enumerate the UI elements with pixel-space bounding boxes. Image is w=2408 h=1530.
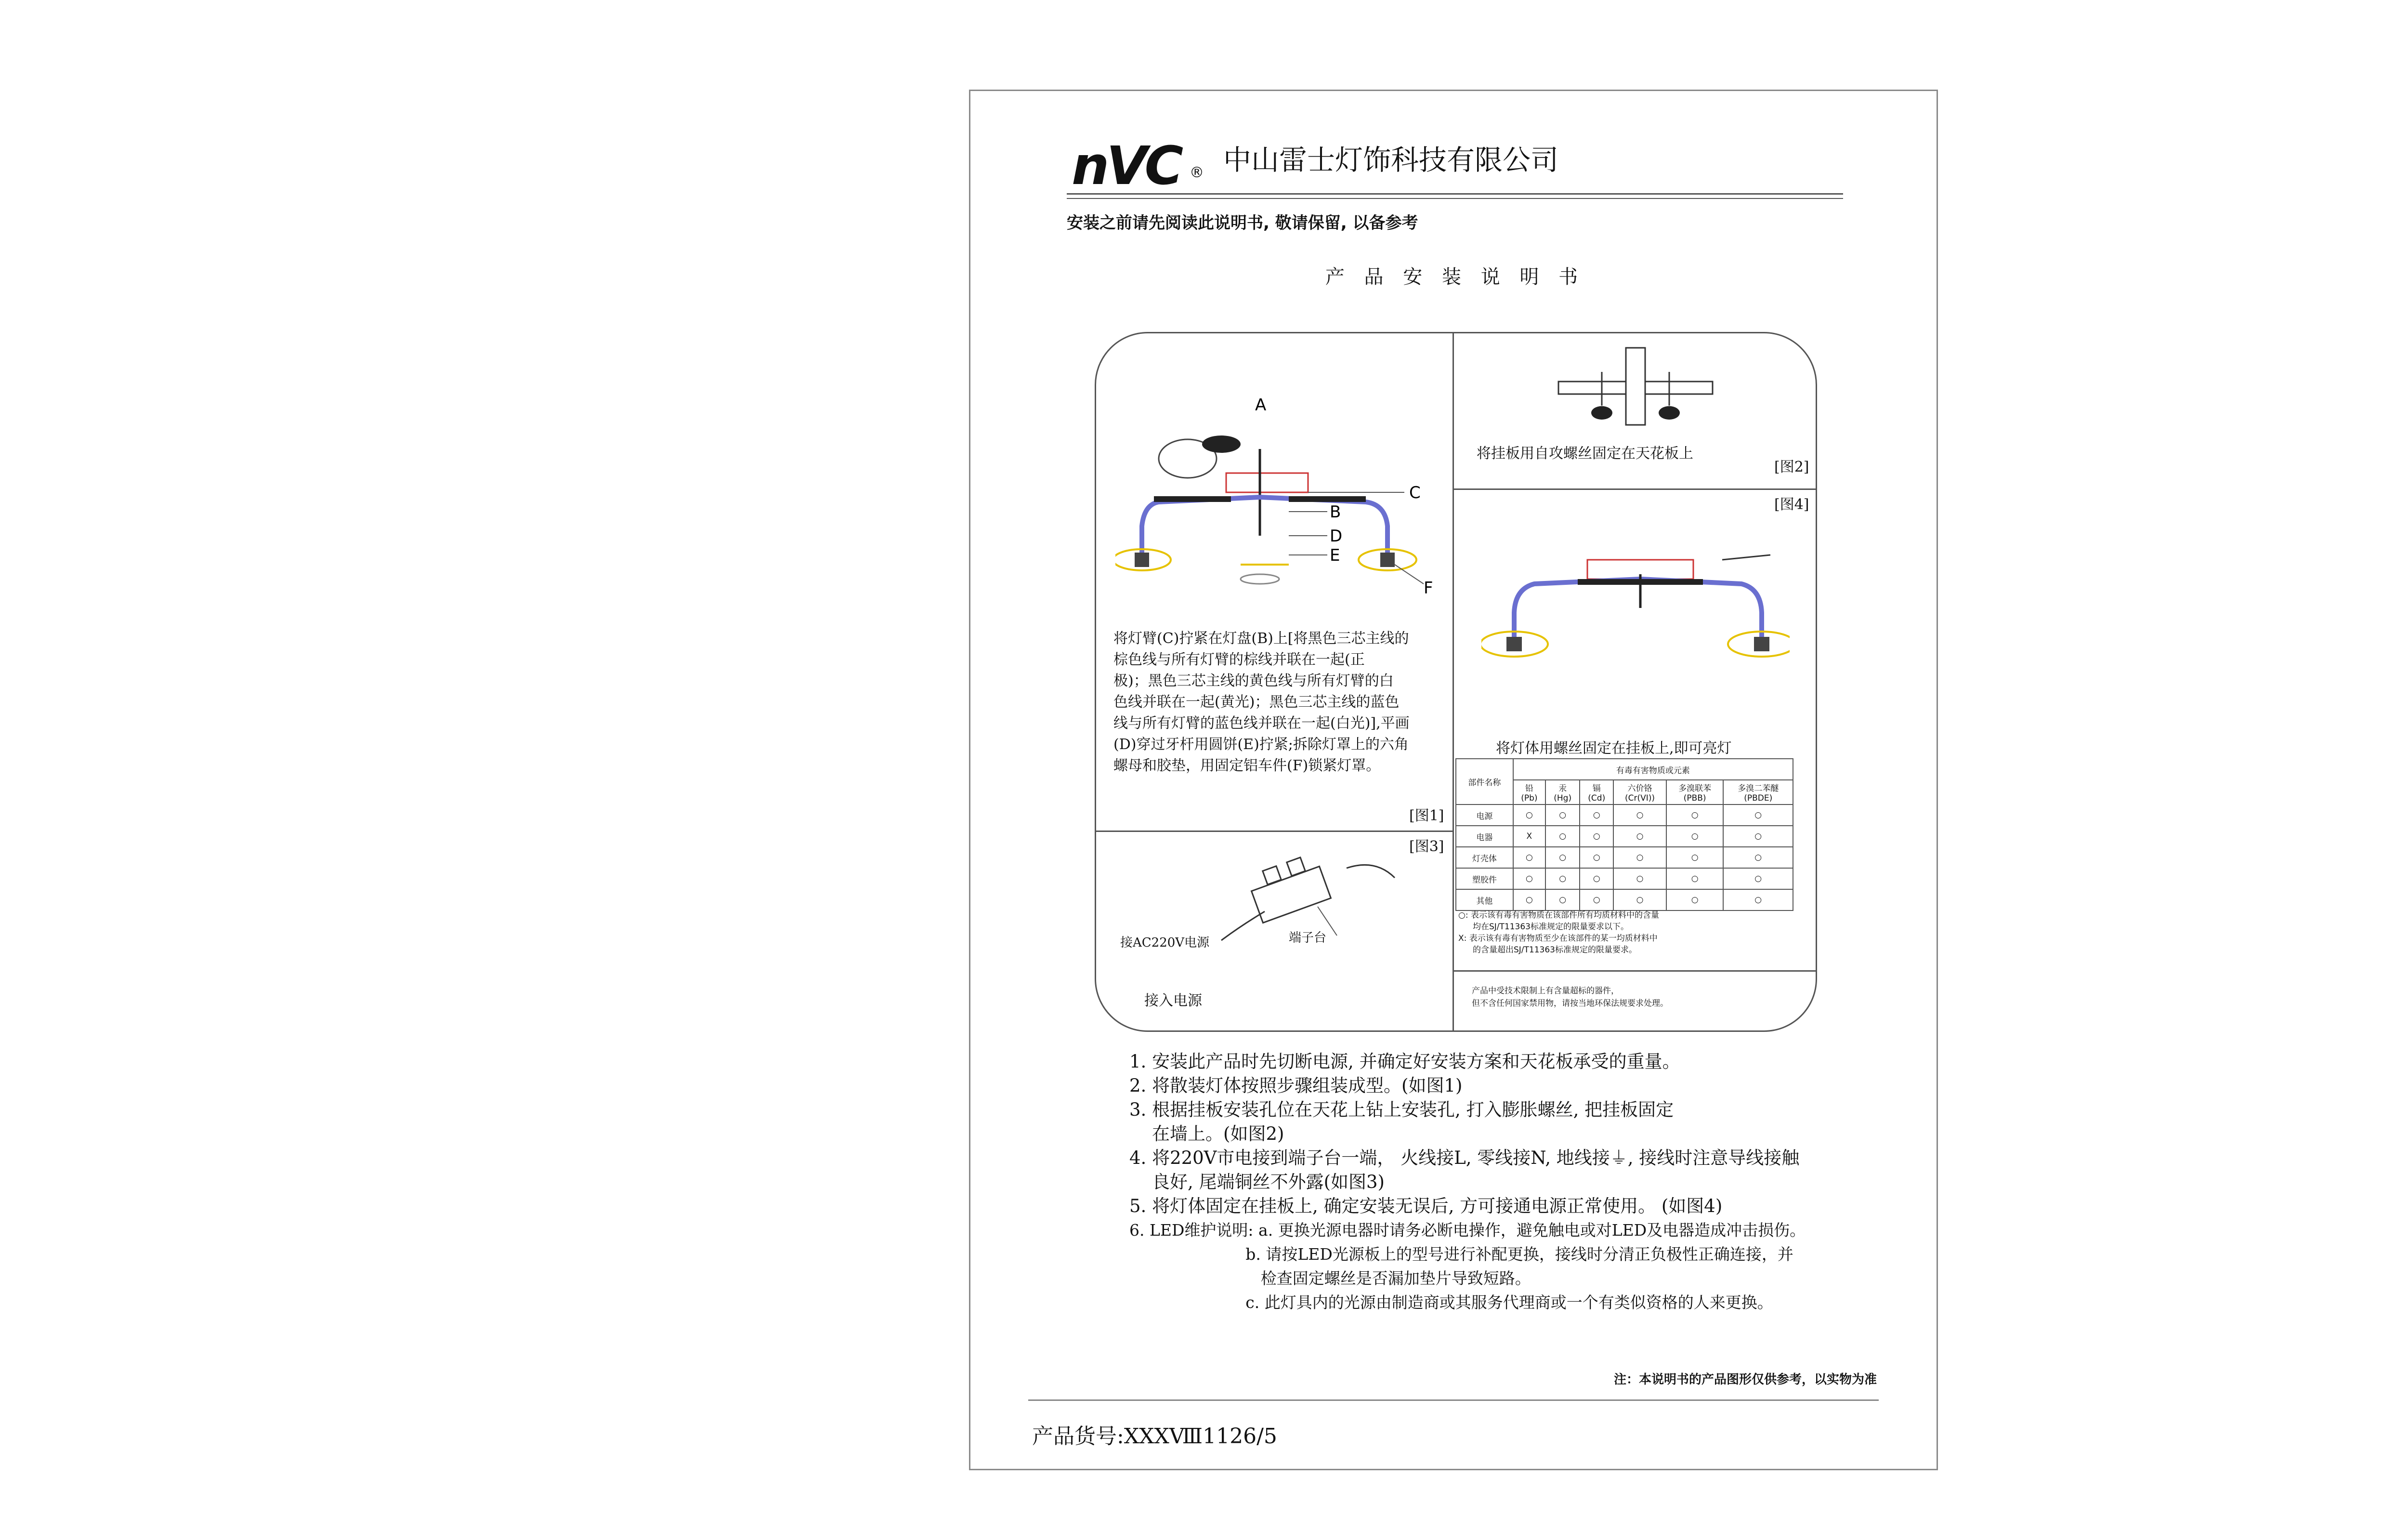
panel-divider-fig1 bbox=[1096, 831, 1453, 832]
step-6b: b. 请按LED光源板上的型号进行补配更换，接线时分清正负极性正确连接，并 bbox=[1129, 1245, 1793, 1264]
step-5: 5. 将灯体固定在挂板上, 确定安装无误后, 方可接通电源正常使用。 (如图4) bbox=[1129, 1196, 1723, 1216]
rohs-notes: ○: 表示该有毒有害物质在该部件所有均质材料中的含量 均在SJ/T11363标准规定的限量要求以下。 X: 表示该有毒有害物质至少在该部件的某一均质材料中 的含量超出SJ/T11363标准规定的限量要求。 bbox=[1458, 910, 1795, 956]
table-header-pb: 铅 (Pb) bbox=[1513, 780, 1545, 805]
figure-2-caption: 将挂板用自攻螺丝固定在天花板上 bbox=[1477, 445, 1693, 462]
table-group-header: 有毒有害物质或元素 bbox=[1513, 759, 1793, 780]
figure-1-label: [图1] bbox=[1409, 807, 1444, 824]
figure-4-caption: 将灯体用螺丝固定在挂板上,即可亮灯 bbox=[1496, 740, 1732, 757]
table-header-pbde: 多溴二苯醚 (PBDE) bbox=[1723, 780, 1793, 805]
table-header-cd: 镉 (Cd) bbox=[1580, 780, 1613, 805]
footer-rule bbox=[1028, 1399, 1879, 1401]
note-x: X: 表示该有毒有害物质至少在该部件的某一均质材料中 bbox=[1458, 934, 1658, 943]
step-3: 3. 根据挂板安装孔位在天花上钻上安装孔, 打入膨胀螺丝, 把挂板固定 bbox=[1129, 1099, 1674, 1120]
step-2: 2. 将散装灯体按照步骤组装成型。(如图1) bbox=[1129, 1075, 1463, 1096]
step-3-cont: 在墙上。(如图2) bbox=[1129, 1123, 1284, 1144]
panel-divider-fig2 bbox=[1453, 488, 1817, 490]
table-header-component: 部件名称 bbox=[1456, 759, 1513, 805]
installation-steps bbox=[1129, 1050, 1881, 1315]
company-name: 中山雷士灯饰科技有限公司 bbox=[1223, 144, 1559, 176]
nvc-logo: nVC bbox=[1072, 135, 1181, 197]
step-4-cont: 良好, 尾端铜丝不外露(如图3) bbox=[1129, 1172, 1385, 1192]
table-row: 电源 ○ ○ ○ ○ ○ ○ bbox=[1456, 805, 1793, 826]
table-row: 灯壳体 ○ ○ ○ ○ ○ ○ bbox=[1456, 847, 1793, 868]
table-header-cr6: 六价铬 (Cr(VI)) bbox=[1613, 780, 1666, 805]
callout-b: B bbox=[1330, 502, 1341, 522]
header-rule-thick bbox=[1067, 193, 1843, 195]
figure-4-drawing bbox=[1481, 545, 1790, 671]
document-title: 产 品 安 装 说 明 书 bbox=[1325, 266, 1585, 288]
figures-panel bbox=[1095, 332, 1817, 1032]
power-source-label: 接AC220V电源 bbox=[1120, 936, 1210, 950]
callout-e: E bbox=[1330, 546, 1340, 565]
figure-1-description: 将灯臂(C)拧紧在灯盘(B)上[将黑色三芯主线的 棕色线与所有灯臂的棕线并联在一起(正 极)；黑色三芯主线的黄色线与所有灯臂的白 色线并联在一起(黄光)；黑色三芯主线的蓝色 线与所有灯臂的蓝色线并联在一起(白光)],平画 (D)穿过牙杆用圆饼(E)拧紧;拆除灯罩上的六角 螺母和胶垫，用固定铝车件(F)锁紧灯罩。 bbox=[1113, 630, 1410, 774]
figure-3-label: [图3] bbox=[1409, 838, 1444, 855]
figure-4-label: [图4] bbox=[1774, 496, 1809, 513]
panel-divider-rohs-footer bbox=[1453, 970, 1817, 972]
figure-3-caption: 接入电源 bbox=[1144, 992, 1202, 1009]
step-6b-cont: 检查固定螺丝是否漏加垫片导致短路。 bbox=[1129, 1269, 1531, 1288]
rohs-footer: 产品中受技术限制上有含量超标的器件， 但不含任何国家禁用物，请按当地环保法规要求处理。 bbox=[1472, 986, 1668, 1008]
step-4: 4. 将220V市电接到端子台一端， 火线接L, 零线接N, 地线接⏚, 接线时注意导线接触 bbox=[1129, 1148, 1800, 1168]
figure-1-drawing bbox=[1115, 391, 1443, 622]
terminal-block-label: 端子台 bbox=[1289, 931, 1327, 945]
callout-c: C bbox=[1409, 483, 1421, 502]
read-notice: 安装之前请先阅读此说明书, 敬请保留, 以备参考 bbox=[1067, 213, 1418, 233]
callout-a: A bbox=[1255, 396, 1267, 415]
hazardous-substance-table bbox=[1455, 758, 1793, 911]
table-row: 电器 X ○ ○ ○ ○ ○ bbox=[1456, 826, 1793, 847]
step-1: 1. 安装此产品时先切断电源, 并确定好安装方案和天花板承受的重量。 bbox=[1129, 1051, 1680, 1072]
callout-d: D bbox=[1330, 527, 1343, 546]
disclaimer-note: 注：本说明书的产品图形仅供参考，以实物为准 bbox=[1613, 1372, 1877, 1387]
step-6c: c. 此灯具内的光源由制造商或其服务代理商或一个有类似资格的人来更换。 bbox=[1129, 1293, 1773, 1312]
figure-2-label: [图2] bbox=[1774, 459, 1809, 475]
table-row: 其他 ○ ○ ○ ○ ○ ○ bbox=[1456, 889, 1793, 910]
product-model-number: 产品货号:XXXⅧ1126/5 bbox=[1032, 1424, 1277, 1449]
manual-page bbox=[969, 90, 1938, 1470]
callout-f: F bbox=[1424, 579, 1433, 598]
note-o: ○: 表示该有毒有害物质在该部件所有均质材料中的含量 bbox=[1458, 910, 1659, 920]
table-row: 塑胶件 ○ ○ ○ ○ ○ ○ bbox=[1456, 868, 1793, 889]
figure-2-drawing bbox=[1554, 343, 1717, 430]
header-rule-thin bbox=[1067, 198, 1843, 199]
table-header-pbb: 多溴联苯 (PBB) bbox=[1666, 780, 1724, 805]
registered-mark: ® bbox=[1190, 164, 1204, 181]
panel-divider-vertical bbox=[1453, 333, 1454, 1032]
table-header-hg: 汞 (Hg) bbox=[1545, 780, 1580, 805]
step-6a: 6. LED维护说明: a. 更换光源电器时请务必断电操作，避免触电或对LED及电器造成冲击损伤。 bbox=[1129, 1221, 1806, 1240]
